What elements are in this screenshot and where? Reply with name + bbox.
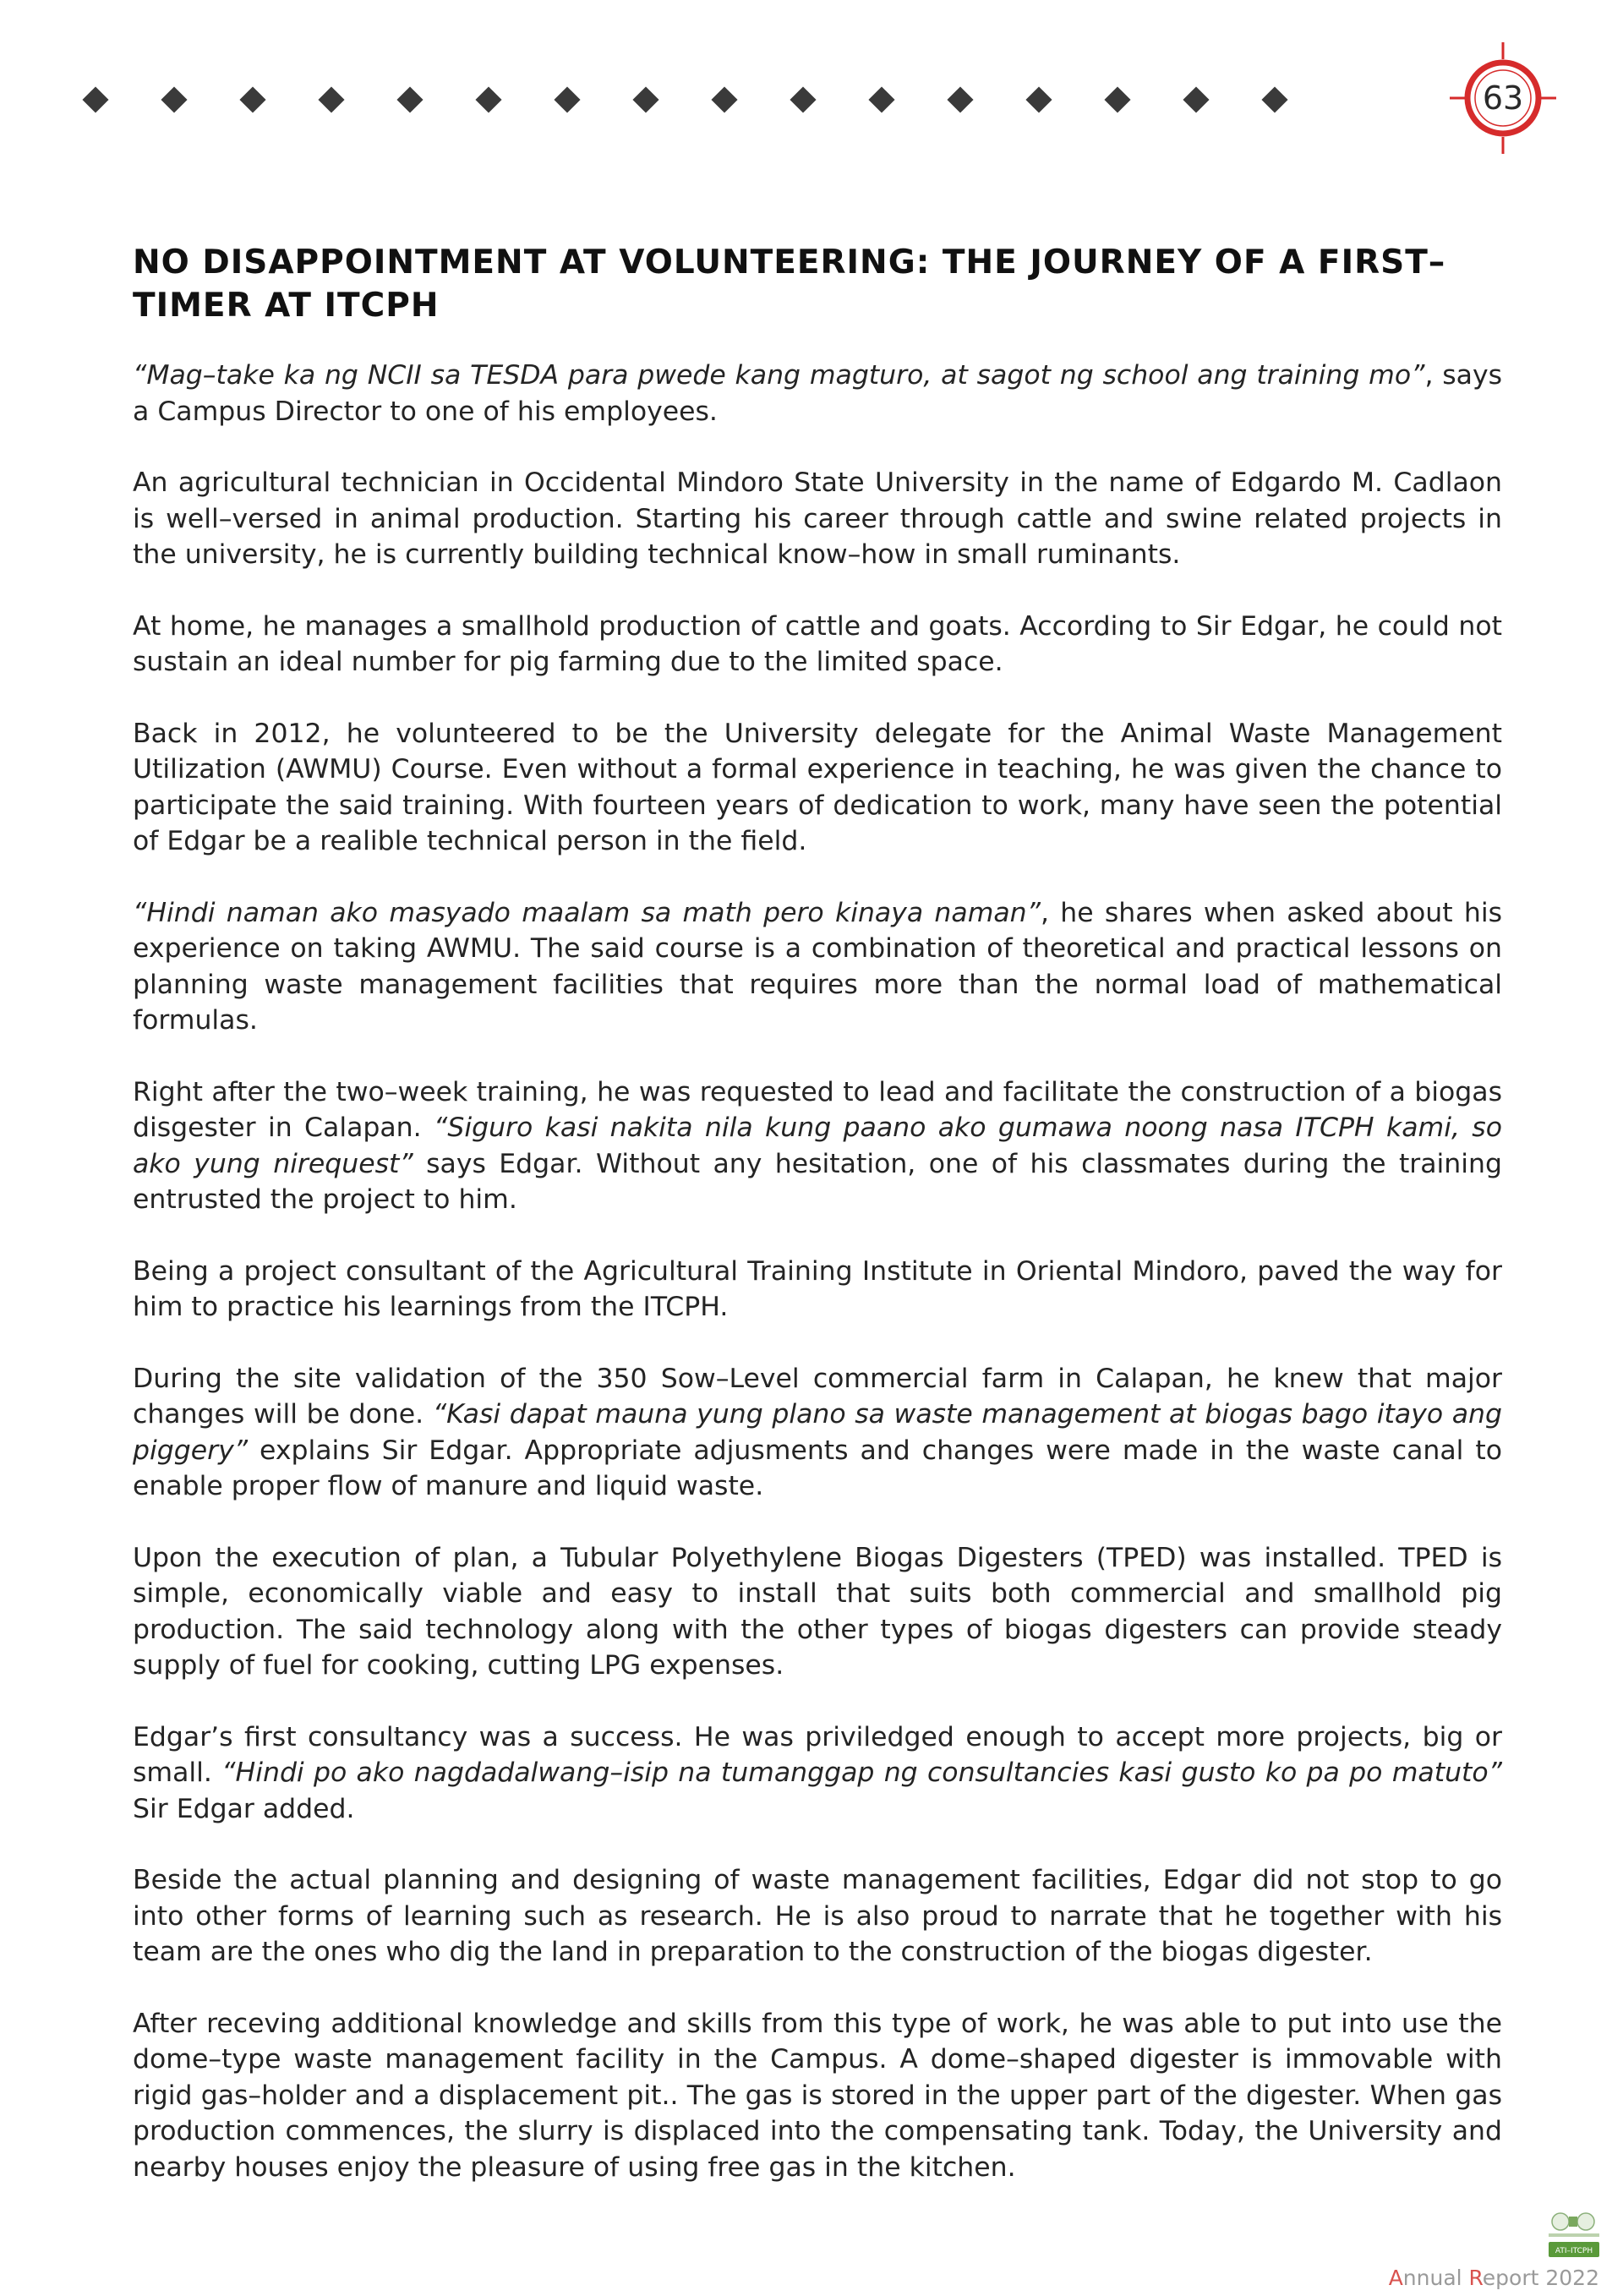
article-paragraph: [133, 1361, 1502, 1505]
page-number: 63: [1482, 79, 1524, 117]
diamond-icon: [396, 86, 423, 112]
diamond-icon: [318, 86, 344, 112]
article-paragraph: At home, he manages a smallhold production of cattle and goats. According to Sir Edgar, he could not sustain an ideal number for pig farming due to the limited space.: [133, 610, 1502, 677]
quote: “Kasi dapat mauna yung plano sa waste management at biogas bago itayo ang piggery”: [133, 1399, 1502, 1466]
article-paragraph: After receving additional knowledge and skills from this type of work, he was able to put into use the dome–type waste management facility in the Campus. A dome–shaped digester is immovable with rigid gas–holder and a displacement pit.. The gas is stored in the upper part of the digester. When gas production commences, the slurry is displaced into the compensating tank. Today, the University and nearby houses enjoy the pleasure of using free gas in the kitchen.: [133, 2008, 1502, 2183]
diamond-icon: [161, 86, 187, 112]
paragraph-text: says Edgar. Without any hesitation, one of his classmates during the training entrusted the project to him.: [133, 1148, 1502, 1215]
diamond-icon: [632, 86, 658, 112]
quote: “Hindi po ako nagdadalwang–isip na tumanggap ng consultancies kasi gusto ko pa po matuto”: [221, 1758, 1502, 1788]
logo-label: ATI–ITCPH: [1555, 2247, 1593, 2255]
article-paragraph: Upon the execution of plan, a Tubular Polyethylene Biogas Digesters (TPED) was installed. TPED is simple, economically viable and easy to install that suits both commercial and smallhold pig production. The said technology along with the other types of biogas digesters can provide steady supply of fuel for cooking, cutting LPG expenses.: [133, 1542, 1502, 1681]
paragraph-text: Edgar’s first consultancy was a success. He was priviledged enough to accept more projects, big or small.: [133, 1721, 1502, 1788]
article-paragraph: Back in 2012, he volunteered to be the University delegate for the Animal Waste Management Utilization (AWMU) Course. Even without a formal experience in teaching, he was given the chance to participate the said training. With fourteen years of dedication to work, many have seen the potential of Edgar be a realible technical person in the field.: [133, 718, 1502, 856]
footer-report-title: [1389, 2266, 1599, 2290]
article-paragraph: [133, 358, 1502, 429]
diamond-icon: [1025, 86, 1052, 112]
footer-letter-r: R: [1468, 2266, 1483, 2290]
article-paragraph: [133, 1074, 1502, 1218]
paragraph-text: Right after the two–week training, he was requested to lead and facilitate the construction of a biogas disgester in Calapan.: [133, 1076, 1502, 1143]
diamond-icon: [947, 86, 973, 112]
ati-itcph-logo-icon: [1545, 2208, 1603, 2260]
ati-itcph-logo: [1545, 2208, 1603, 2260]
diamond-icon: [711, 86, 737, 112]
article: [133, 241, 1502, 2221]
diamond-icon: [82, 86, 108, 112]
article-paragraph: Beside the actual planning and designing of waste management facilities, Edgar did not stop to go into other forms of learning such as research. He is also proud to narrate that he together with his team are the ones who dig the land in preparation to the construction of the biogas digester.: [133, 1865, 1502, 1967]
diamond-icon: [239, 86, 265, 112]
diamond-icon: [554, 86, 580, 112]
diamond-icon: [868, 86, 894, 112]
paragraph-text: , says a Campus Director to one of his employees.: [133, 360, 1503, 427]
quote: “Mag–take ka ng NCII sa TESDA para pwede kang magturo, at sagot ng school ang training mo”: [133, 360, 1425, 391]
paragraph-text: Sir Edgar added.: [133, 1793, 355, 1824]
article-paragraph: [133, 1719, 1502, 1828]
diamond-icon: [1104, 86, 1130, 112]
page-number-badge: [1450, 41, 1556, 156]
diamond-icon: [790, 86, 816, 112]
footer-letter-a: A: [1388, 2266, 1403, 2290]
diamond-icon: [475, 86, 501, 112]
diamond-icon: [1261, 86, 1287, 112]
article-paragraph: [133, 895, 1502, 1039]
decorative-diamond-row: [86, 87, 1287, 112]
article-paragraph: Being a project consultant of the Agricultural Training Institute in Oriental Mindoro, paved the way for him to practice his learnings from the ITCPH.: [133, 1255, 1502, 1322]
paragraph-text: During the site validation of the 350 Sow–Level commercial farm in Calapan, he knew that major changes will be done.: [133, 1363, 1502, 1430]
footer-word-report: eport 2022: [1482, 2266, 1599, 2290]
article-title: NO DISAPPOINTMENT AT VOLUNTEERING: THE JOURNEY OF A FIRST–TIMER AT ITCPH: [133, 243, 1446, 325]
quote: “Siguro kasi nakita nila kung paano ako gumawa noong nasa ITCPH kami, so ako yung nirequest”: [133, 1112, 1502, 1179]
quote: “Hindi naman ako masyado maalam sa math pero kinaya naman”: [133, 897, 1041, 928]
footer-word-annual: nnual: [1402, 2266, 1469, 2290]
paragraph-text: , he shares when asked about his experience on taking AWMU. The said course is a combination of theoretical and practical lessons on planning waste management facilities that requires more than the normal load of mathematical formulas.: [133, 897, 1502, 1036]
article-paragraph: An agricultural technician in Occidental Mindoro State University in the name of Edgardo M. Cadlaon is well–versed in animal production. Starting his career through cattle and swine related projects in the university, he is currently building technical know–how in small ruminants.: [133, 467, 1502, 570]
paragraph-text: explains Sir Edgar. Appropriate adjusments and changes were made in the waste canal to enable proper flow of manure and liquid waste.: [133, 1435, 1502, 1501]
diamond-icon: [1183, 86, 1209, 112]
